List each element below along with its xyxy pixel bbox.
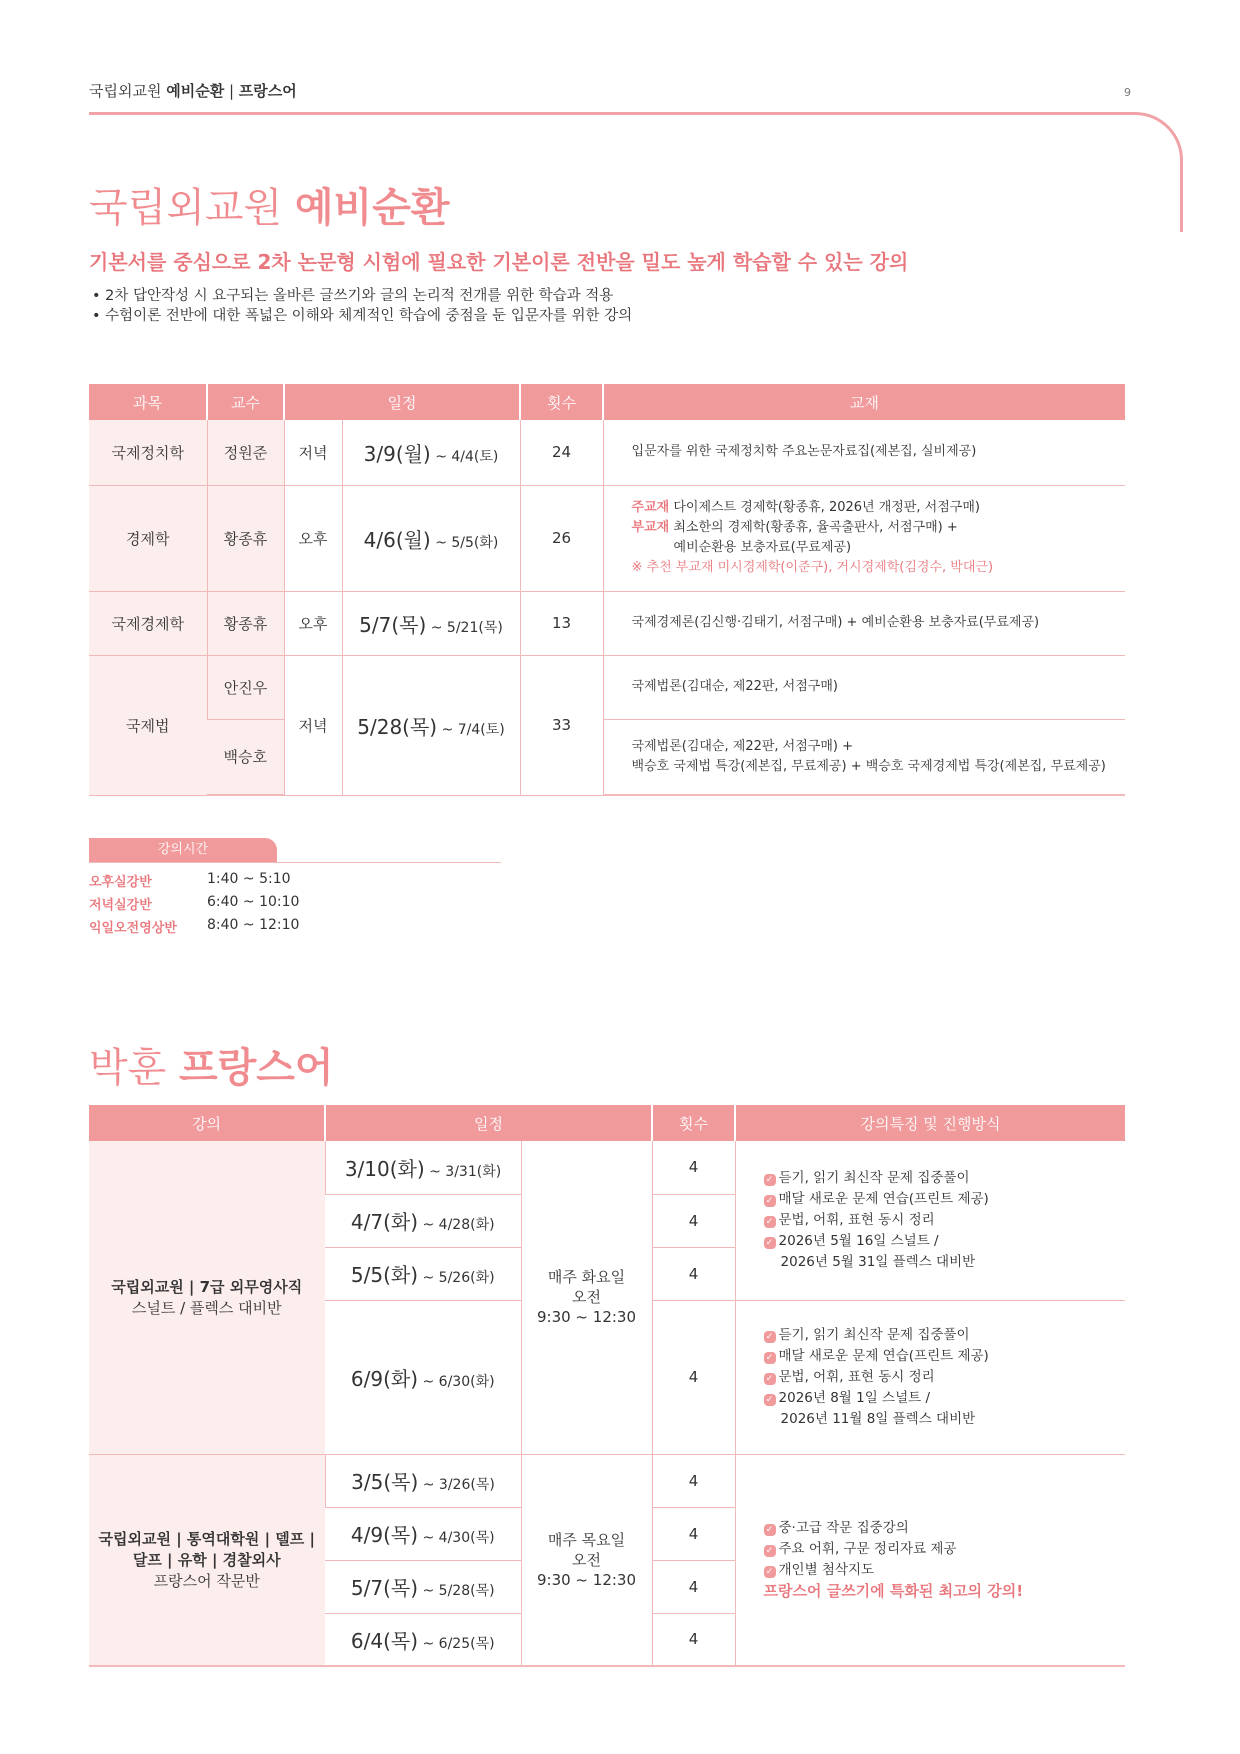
feature-highlight: 프랑스어 글쓰기에 특화된 최고의 강의! [763,1581,1024,1600]
feature-item [764,1210,1126,1231]
cell-time: 오후 [284,485,342,591]
check-icon: ✓ [764,1216,776,1228]
cell-dates [325,1141,521,1194]
course-name-line: 스널트 / 플렉스 대비반 [131,1299,282,1318]
feature-text: 문법, 어휘, 표현 동시 정리 [778,1211,935,1228]
cell-book: 국제법론(김대순, 제22판, 서점구매) [603,655,1125,719]
cell-book [603,485,1125,591]
feature-text: 2026년 5월 31일 플렉스 대비반 [780,1253,976,1270]
table1-header [89,384,1125,420]
feature-item [764,1388,1126,1409]
cell-book: 국제경제론(김신행·김태기, 서점구매) + 예비순환용 보충자료(무료제공) [603,591,1125,655]
th-count: 횟수 [652,1105,735,1141]
book-rec: ※ 추천 부교재 미시경제학(이준구), 거시경제학(김경수, 박대근) [631,560,994,575]
course-name [89,1454,325,1666]
cell-dates [342,655,520,795]
section1-title-light: 국립외교원 [89,185,283,231]
book-line: 국제법론(김대순, 제22판, 서점구매) + [631,738,854,754]
section2-title-light: 박훈 [89,1045,167,1091]
cell-prof: 안진우 [207,655,284,719]
feature-text: 듣기, 읽기 최신작 문제 집중풀이 [778,1169,970,1186]
feature-text: 2026년 11월 8일 플렉스 대비반 [780,1410,976,1427]
date-end: ~ 4/28(화) [418,1217,495,1233]
lecture-time-tab: 강의시간 [89,838,277,862]
day-label: 매주 화요일 [547,1268,626,1287]
schedule-table-2 [89,1105,1125,1667]
book-sub2: 예비순환용 보충자료(무료제공) [673,540,852,555]
date-end: ~ 6/30(화) [418,1373,495,1390]
schedule-table-1 [89,384,1125,796]
ampm-label: 오전 [572,1550,601,1569]
cell-dates [325,1613,521,1666]
cell-dayTime [521,1141,652,1454]
cell-dates [342,591,520,655]
course-name [89,1141,325,1454]
date-end: ~ 5/28(목) [418,1583,495,1599]
th-features: 강의특징 및 진행방식 [735,1105,1125,1141]
cell-time: 저녁 [284,420,342,485]
cell-time: 저녁 [284,655,342,795]
section1-title [89,176,449,233]
feature-text: 2026년 8월 1일 스널트 / [778,1389,931,1406]
cell-dates [325,1194,521,1247]
lecture-time-name: 익일오전영상반 [89,921,177,936]
feature-item [764,1231,1126,1252]
cell-dates [325,1454,521,1507]
cell-prof: 황종휴 [207,591,284,655]
header-bold: 예비순환 [166,82,225,100]
th-course: 강의 [89,1105,325,1141]
table-row [89,420,1125,485]
feature-text: 매달 새로운 문제 연습(프린트 제공) [778,1190,989,1207]
feature-item [764,1189,1126,1210]
cell-dates [342,420,520,485]
feature-text: 문법, 어휘, 표현 동시 정리 [778,1368,935,1385]
cell-book [603,719,1125,795]
features-c [735,1454,1125,1666]
section1-subtitle: 기본서를 중심으로 2차 논문형 시험에 필요한 기본이론 전반을 밀도 높게 학습할 수 있는 강의 [89,250,909,274]
check-icon: ✓ [764,1174,776,1186]
check-icon: ✓ [764,1237,776,1249]
cell-count: 13 [520,591,603,655]
features-b [735,1300,1125,1454]
feature-item [764,1518,1126,1539]
page-number: 9 [1124,86,1131,99]
course-name-line: 달프 | 유학 | 경찰외사 [132,1551,281,1570]
cell-dayTime [521,1454,652,1666]
th-subject: 과목 [89,384,207,420]
book-main-tag: 주교재 [631,500,670,515]
book-main [632,498,1126,518]
cell-count: 4 [652,1194,735,1247]
date-start: 3/10(화) [344,1156,425,1181]
section2-title [89,1036,334,1093]
header-sep: | [224,82,239,100]
cell-subject: 경제학 [89,485,207,591]
lecture-time-rule [89,862,501,863]
feature-text: 주요 어휘, 구문 정리자료 제공 [778,1540,957,1557]
date-end: ~ 5/26(화) [418,1270,495,1286]
course-name-line: 국립외교원 | 통역대학원 | 델프 | [98,1530,315,1549]
cell-count: 4 [652,1454,735,1507]
lecture-time-value: 8:40 ~ 12:10 [207,917,300,933]
date-end: ~ 6/25(목) [418,1635,495,1652]
date-end: ~ 4/4(토) [430,448,499,465]
lecture-time-name: 오후실강반 [89,875,152,890]
feature-item [764,1325,1126,1346]
date-end: ~ 3/31(화) [424,1163,502,1180]
th-prof: 교수 [207,384,284,420]
date-start: 5/7(목) [359,612,427,637]
table-row [89,719,1125,795]
cell-dates [325,1247,521,1300]
cell-time: 오후 [284,591,342,655]
check-icon: ✓ [764,1524,776,1536]
book-line: 백승호 국제법 특강(제본집, 무료제공) + 백승호 국제경제법 특강(제본집, 무료제공) [631,758,1106,774]
cell-dates [342,485,520,591]
table-row [89,655,1125,719]
cell-subject: 국제경제학 [89,591,207,655]
check-icon: ✓ [764,1566,776,1578]
book-main-text: 다이제스트 경제학(황종휴, 2026년 개정판, 서점구매) [669,500,980,515]
th-book: 교재 [603,384,1125,420]
running-header [89,80,297,101]
header-curve [1135,112,1183,232]
cell-prof: 백승호 [207,719,284,795]
date-start: 4/9(목) [350,1523,419,1547]
date-start: 5/5(화) [350,1263,419,1287]
date-end: ~ 7/4(토) [437,721,505,738]
features-a [735,1141,1125,1300]
cell-count: 4 [652,1300,735,1454]
date-start: 3/5(목) [351,1470,419,1494]
check-icon: ✓ [764,1331,776,1343]
feature-text: 매달 새로운 문제 연습(프린트 제공) [778,1347,989,1364]
cell-dates [325,1507,521,1560]
feature-text: 개인별 첨삭지도 [778,1561,875,1578]
th-schedule: 일정 [325,1105,652,1141]
date-end: ~ 3/26(목) [418,1477,495,1493]
section2-title-bold: 프랑스어 [179,1045,334,1091]
cell-count: 33 [520,655,603,795]
feature-item [764,1560,1126,1581]
feature-item [764,1367,1126,1388]
cell-dates [325,1560,521,1613]
feature-item [764,1168,1126,1189]
table-row [89,591,1125,655]
course-name-line: 프랑스어 작문반 [153,1572,260,1591]
check-icon: ✓ [764,1373,776,1385]
cell-book: 입문자를 위한 국제정치학 주요논문자료집(제본집, 실비제공) [603,420,1125,485]
cell-count: 24 [520,420,603,485]
date-start: 5/7(목) [350,1576,419,1600]
date-start: 5/28(목) [357,714,438,739]
lecture-time-value: 6:40 ~ 10:10 [207,894,300,910]
feature-text: 듣기, 읽기 최신작 문제 집중풀이 [778,1326,970,1343]
date-start: 6/9(화) [350,1366,419,1391]
th-count: 횟수 [520,384,603,420]
header-rule [89,112,1135,115]
cell-count: 4 [652,1560,735,1613]
date-start: 6/4(목) [350,1628,419,1653]
check-icon: ✓ [764,1394,776,1406]
check-icon: ✓ [764,1545,776,1557]
table-row [89,1454,1125,1507]
cell-count: 26 [520,485,603,591]
table2-header [89,1105,1125,1141]
cell-prof: 황종휴 [207,485,284,591]
check-icon: ✓ [764,1352,776,1364]
feature-text: 중·고급 작문 집중강의 [778,1519,909,1536]
cell-subject: 국제법 [89,655,207,795]
cell-dates [325,1300,521,1454]
th-schedule: 일정 [284,384,520,420]
time-label: 9:30 ~ 12:30 [536,1308,637,1327]
feature-item [764,1346,1126,1367]
header-lang: 프랑스어 [238,82,297,100]
date-start: 3/9(월) [363,441,431,466]
day-label: 매주 목요일 [547,1530,626,1549]
cell-count: 4 [652,1141,735,1194]
date-end: ~ 5/21(목) [426,619,503,636]
lecture-time-value: 1:40 ~ 5:10 [207,871,291,887]
bullet-2: • 수험이론 전반에 대한 폭넓은 이해와 체계적인 학습에 중점을 둔 입문자를 위한 강의 [92,308,633,324]
section1-title-bold: 예비순환 [294,185,450,231]
check-icon: ✓ [764,1195,776,1207]
course-name-line: 국립외교원 | 7급 외무영사직 [111,1278,303,1297]
table-row [89,485,1125,591]
cell-count: 4 [652,1507,735,1560]
date-start: 4/6(월) [363,527,431,552]
cell-prof: 정원준 [207,420,284,485]
header-prefix: 국립외교원 [89,82,162,100]
date-end: ~ 5/5(화) [430,534,499,551]
book-sub-tag: 부교재 [631,520,670,535]
lecture-time-name: 저녁실강반 [89,898,152,913]
time-label: 9:30 ~ 12:30 [536,1570,637,1589]
book-sub [632,518,1126,538]
book-sub-text: 최소한의 경제학(황종휴, 율곡출판사, 서점구매) + [669,520,958,535]
table-row [89,1141,1125,1194]
date-start: 4/7(화) [350,1210,419,1234]
cell-count: 4 [652,1613,735,1666]
feature-item [764,1539,1126,1560]
cell-subject: 국제정치학 [89,420,207,485]
ampm-label: 오전 [572,1288,601,1307]
date-end: ~ 4/30(목) [418,1530,495,1546]
cell-count: 4 [652,1247,735,1300]
bullet-1: • 2차 답안작성 시 요구되는 올바른 글쓰기와 글의 논리적 전개를 위한 학습과 적용 [92,288,614,304]
feature-text: 2026년 5월 16일 스널트 / [778,1232,939,1249]
